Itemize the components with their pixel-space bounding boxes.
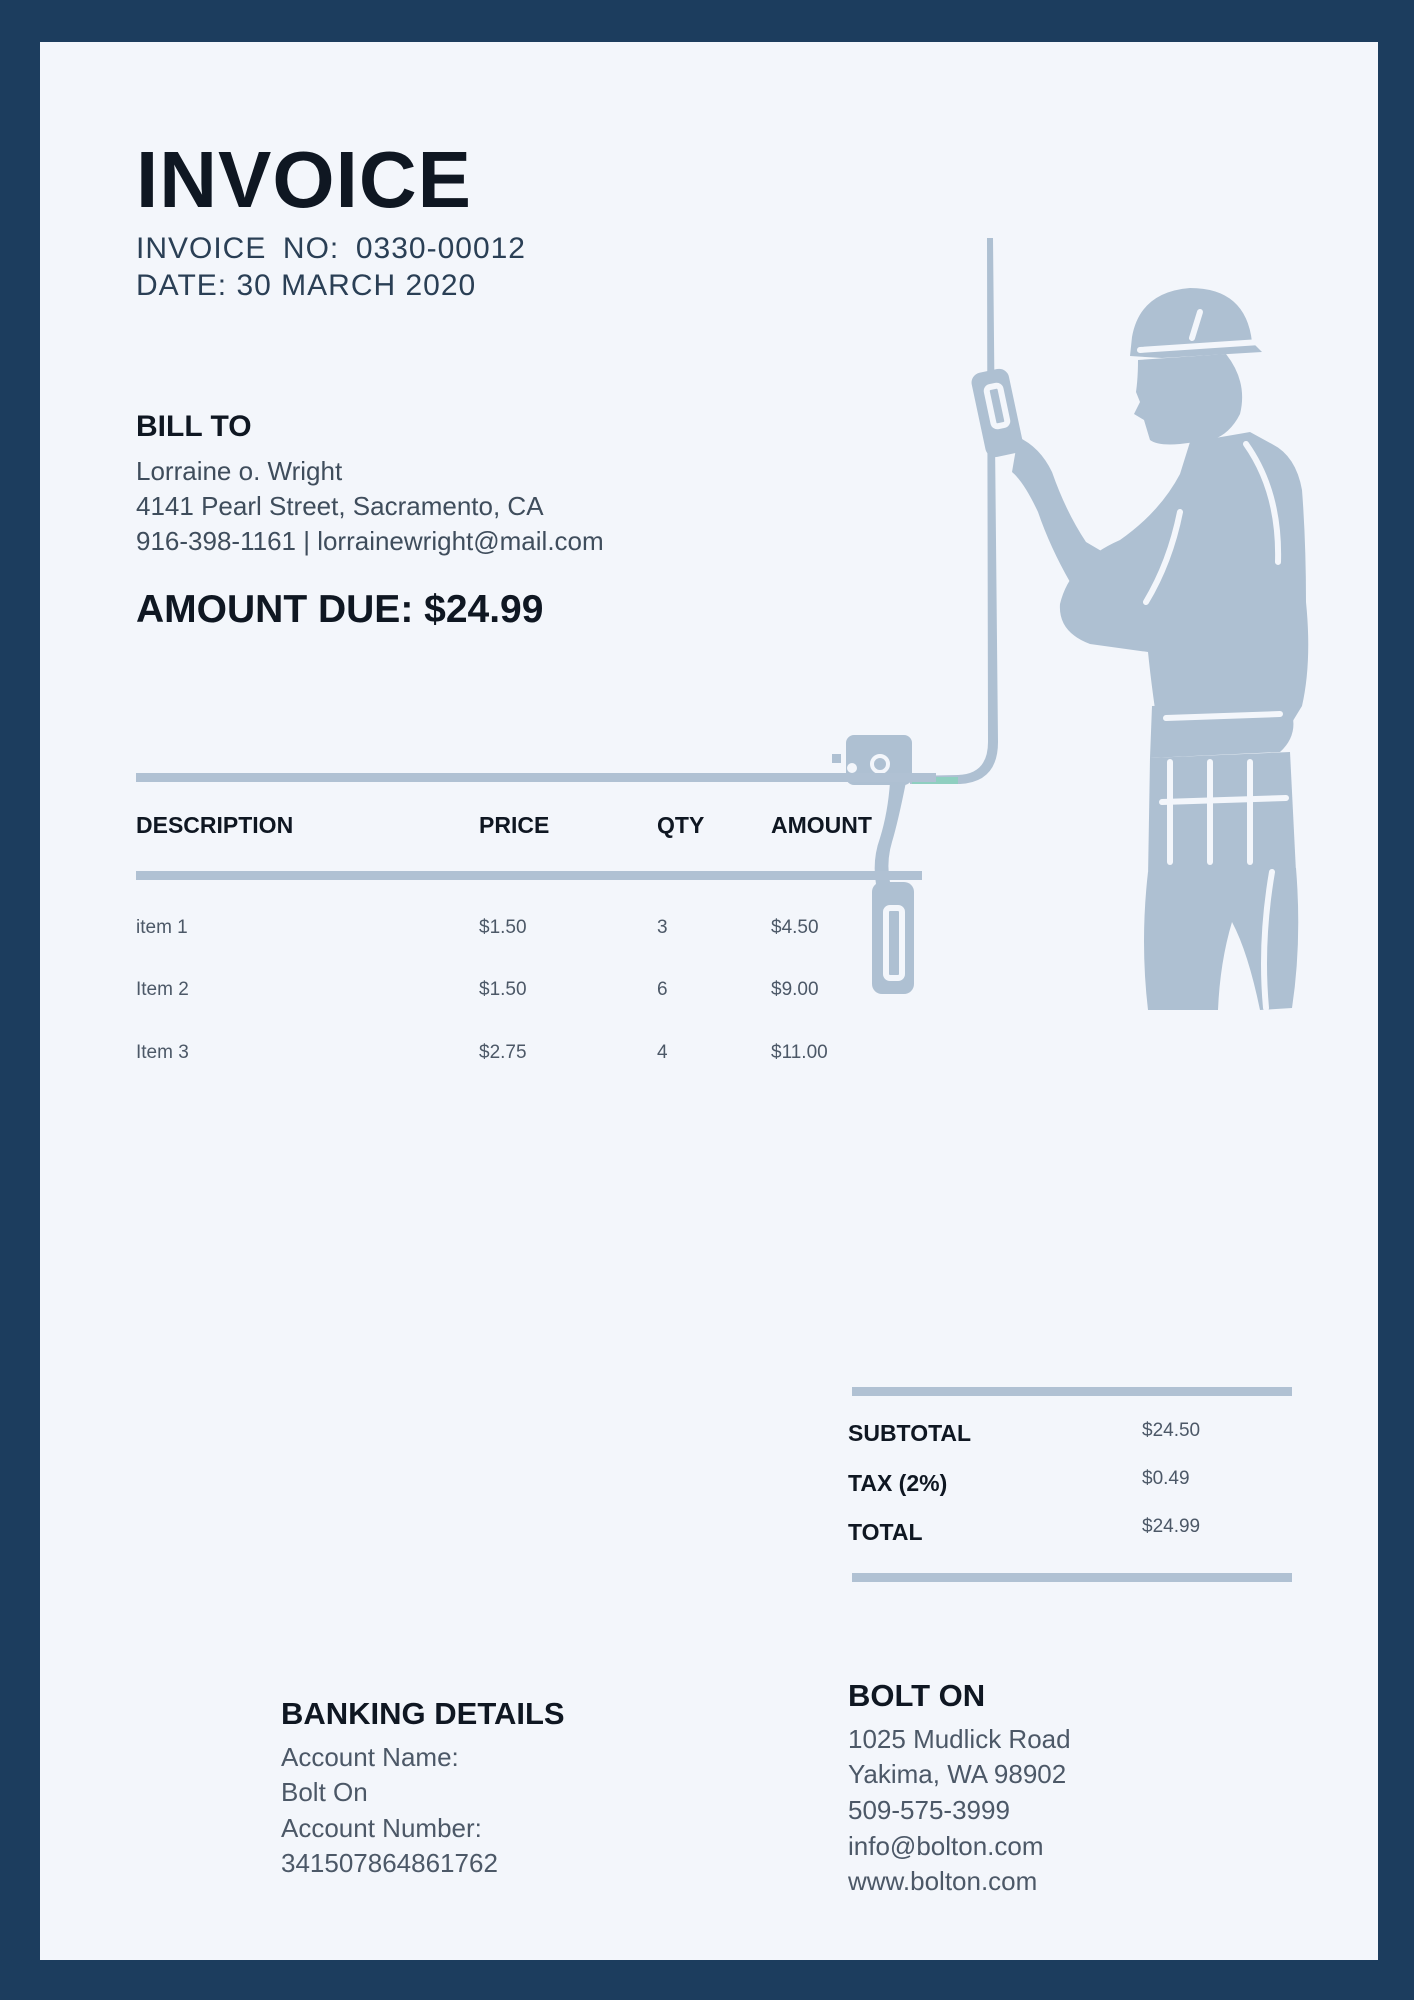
invoice-meta: INVOICE NO: 0330-00012 DATE: 30 MARCH 2020: [136, 232, 526, 302]
total-label: TOTAL: [848, 1519, 923, 1545]
col-header-price: PRICE: [479, 812, 550, 838]
bank-account-name-label: Account Name:: [281, 1742, 459, 1772]
invoice-title: INVOICE: [136, 135, 472, 224]
totals-top-divider: [852, 1387, 1292, 1396]
row-2-price: $1.50: [479, 979, 527, 1000]
row-1-price: $1.50: [479, 917, 527, 938]
row-1-description: item 1: [136, 917, 188, 938]
amount-due: AMOUNT DUE: $24.99: [136, 588, 544, 631]
technician-with-cable-tester-icon: [40, 42, 1378, 1960]
tax-label: TAX (2%): [848, 1470, 948, 1496]
bill-to-address: 4141 Pearl Street, Sacramento, CA: [136, 491, 544, 521]
row-2-amount: $9.00: [771, 979, 819, 1000]
totals-bottom-divider: [852, 1573, 1292, 1582]
company-email[interactable]: info@bolton.com: [848, 1831, 1044, 1861]
table-top-divider: [136, 773, 936, 782]
tax-value: $0.49: [1142, 1468, 1190, 1489]
total-value: $24.99: [1142, 1516, 1201, 1537]
row-3-price: $2.75: [479, 1042, 527, 1063]
col-header-amount: AMOUNT: [771, 812, 872, 838]
invoice-page: [40, 42, 1378, 1960]
row-2-qty: 6: [657, 979, 668, 1000]
bank-account-name: Bolt On: [281, 1777, 368, 1807]
row-1-amount: $4.50: [771, 917, 819, 938]
row-1-qty: 3: [657, 917, 668, 938]
col-header-description: DESCRIPTION: [136, 812, 294, 838]
subtotal-label: SUBTOTAL: [848, 1420, 972, 1446]
row-3-amount: $11.00: [771, 1042, 828, 1063]
row-3-qty: 4: [657, 1042, 668, 1063]
bill-to-heading: BILL TO: [136, 410, 252, 443]
company-name: BOLT ON: [848, 1678, 986, 1713]
row-3-description: Item 3: [136, 1042, 189, 1063]
bank-account-number-label: Account Number:: [281, 1813, 482, 1843]
subtotal-value: $24.50: [1142, 1420, 1201, 1441]
company-street: 1025 Mudlick Road: [848, 1724, 1071, 1754]
bill-to-name: Lorraine o. Wright: [136, 456, 343, 486]
bill-to-contact: 916-398-1161 | lorrainewright@mail.com: [136, 526, 604, 556]
company-phone: 509-575-3999: [848, 1795, 1010, 1825]
banking-heading: BANKING DETAILS: [281, 1696, 565, 1731]
row-2-description: Item 2: [136, 979, 189, 1000]
table-header-divider: [136, 871, 922, 880]
company-city: Yakima, WA 98902: [848, 1759, 1067, 1789]
company-website[interactable]: www.bolton.com: [848, 1866, 1038, 1896]
col-header-qty: QTY: [657, 812, 705, 838]
bank-account-number: 341507864861762: [281, 1848, 498, 1878]
